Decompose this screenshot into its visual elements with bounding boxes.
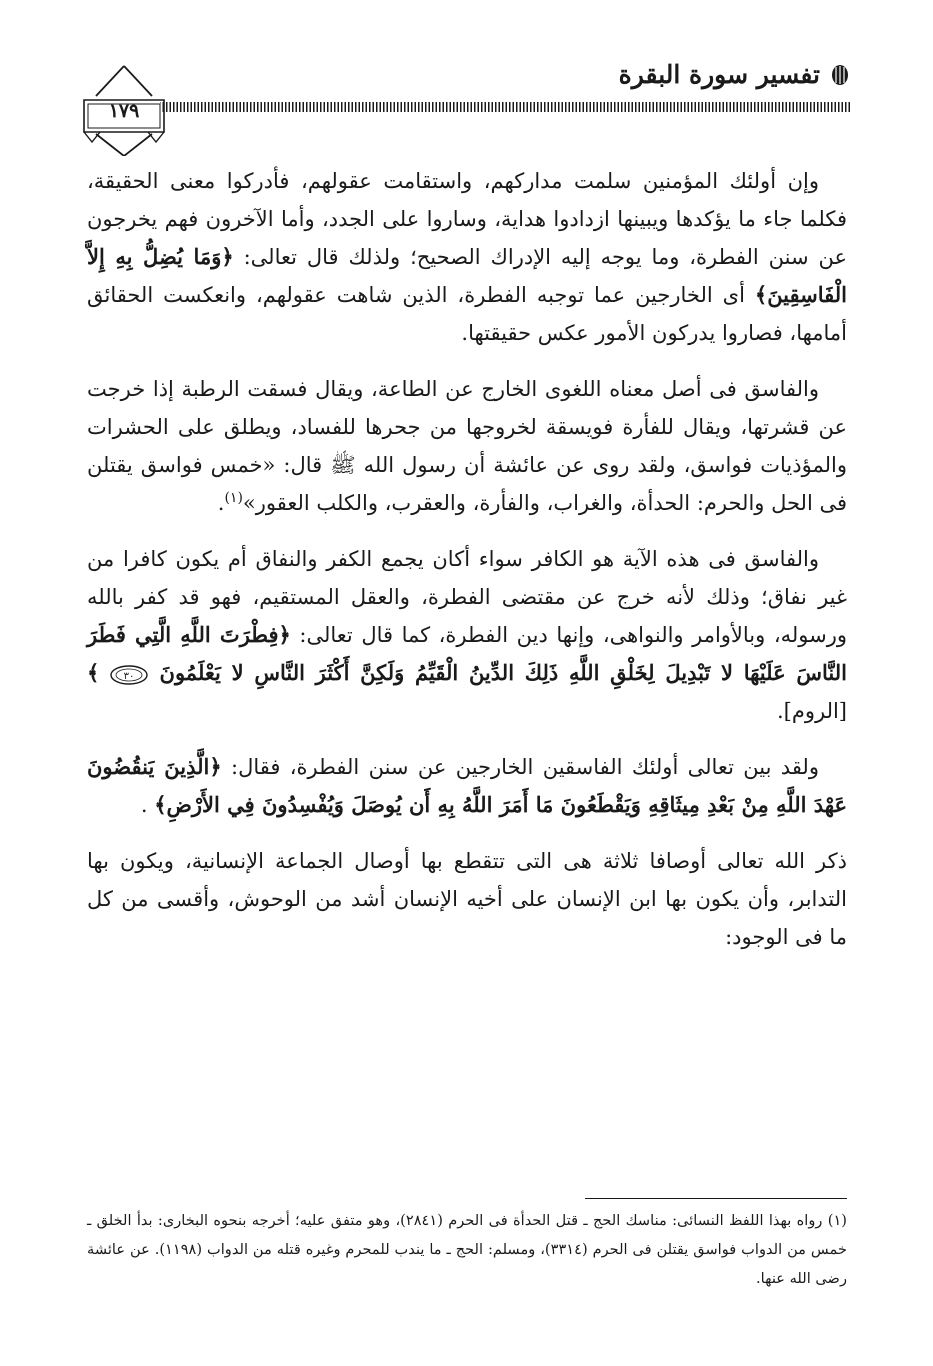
- paragraph-3: [87, 540, 847, 730]
- paragraph-5-text: ذكر الله تعالى أوصافا ثلاثة هى التى تتقطع بها أوصال الجماعة الإنسانية، ويكون بها التدابر، وأن يكون بها ابن الإنسان على أخيه الإنسان أشد من الوحوش، وأقسى من كل ما فى الوجود:: [87, 849, 847, 949]
- paragraph-3-text: والفاسق فى هذه الآية هو الكافر سواء أكان يجمع الكفر والنفاق أم يكون كافرا من غير نفاق؛ وذلك لأنه خرج عن مقتضى الفطرة، والعقل المستقيم، فهو قد كفر بالله ورسوله، وبالأوامر والنواهى، وإنها دين الفطرة، كما قال تعالى:: [87, 547, 847, 647]
- surah-reference: [الروم].: [776, 699, 847, 723]
- paragraph-1-text: وإن أولئك المؤمنين سلمت مداركهم، واستقامت عقولهم، فأدركوا معنى الحقيقة، فكلما جاء ما يؤكدها ويبينها ازدادوا هداية، وساروا على الجدد، وأما الآخرون فهم يخرجون عن سنن الفطرة، وما يوجه إليه الإدراك الصحيح؛ ولذلك قال تعالى:: [87, 169, 847, 269]
- quran-quote-1: ﴿وَمَا يُضِلُّ بِهِ إِلاَّ الْفَاسِقِينَ﴾: [87, 244, 847, 307]
- paragraph-4-text: ولقد بين تعالى أولئك الفاسقين الخارجين عن سنن الفطرة، فقال:: [231, 755, 819, 779]
- page-header: [80, 50, 850, 150]
- footnote-ref[interactable]: (١): [224, 490, 243, 506]
- paragraph-2-text: والفاسق فى أصل معناه اللغوى الخارج عن الطاعة، ويقال فسقت الرطبة إذا خرجت عن قشرتها، ويقال للفأرة فويسقة لخروجها من جحرها للفساد، ويطلق على الحشرات والمؤذيات فواسق، ولقد روى عن عائشة أن رسول الله ﷺ قال: «خمس فواسق يقتلن فى الحل والحرم: الحدأة، والغراب، والفأرة، والعقرب، والكلب العقور»: [87, 377, 847, 515]
- page-number: ١٧٩: [108, 100, 140, 122]
- paragraph-2: والفاسق فى أصل معناه اللغوى الخارج عن الطاعة، ويقال فسقت الرطبة إذا خرجت عن قشرتها، ويقال للفأرة فويسقة لخروجها من جحرها للفساد، ويطلق على الحشرات والمؤذيات فواسق، ولقد روى عن عائشة أن رسول الله ﷺ قال: «خمس فواسق يقتلن فى الحل والحرم: الحدأة، والغراب، والفأرة، والعقرب، والكلب العقور»$^{(١)}$.: [87, 377, 847, 515]
- ayah-marker-icon: [109, 664, 149, 686]
- footnotes: [87, 1206, 847, 1293]
- paragraph-5: [87, 842, 847, 956]
- main-text: [87, 162, 847, 956]
- quran-quote-2: ﴿فِطْرَتَ اللَّهِ الَّتِي فَطَرَ النَّاسَ عَلَيْهَا لا تَبْدِيلَ لِخَلْقِ اللَّهِ ذَلِكَ الدِّينُ الْقَيِّمُ وَلَكِنَّ أَكْثَرَ النَّاسِ لا يَعْلَمُونَ: [87, 622, 847, 685]
- quran-quote-3: ﴿الَّذِينَ يَنقُضُونَ عَهْدَ اللَّهِ مِنْ بَعْدِ مِيثَاقِهِ وَيَقْطَعُونَ مَا أَمَرَ اللَّهُ بِهِ أَن يُوصَلَ وَيُفْسِدُونَ فِي الأَرْضِ﴾: [87, 754, 847, 817]
- page-number-badge: [80, 60, 168, 156]
- header-rule: [160, 102, 850, 112]
- running-title: [619, 60, 850, 89]
- ayah-number: ٣٠: [124, 670, 135, 682]
- ornament-icon: [830, 63, 850, 87]
- paragraph-1-continuation: أى الخارجين عما توجبه الفطرة، الذين شاهت عقولهم، وانعكست الحقائق أمامها، فصاروا يدركون الأمور عكس حقيقتها.: [87, 283, 847, 345]
- footnote-separator: [585, 1198, 847, 1199]
- running-title-text: تفسير سورة البقرة: [618, 60, 820, 89]
- quran-close-bracket: ﴾: [87, 660, 100, 685]
- footnote-1: (١) رواه بهذا اللفظ النسائى: مناسك الحج ـ قتل الحدأة فى الحرم (٢٨٤١)، وهو متفق عليه؛ أخرجه بنحوه البخارى: بدأ الخلق ـ خمس من الدواب فواسق يقتلن فى الحرم (٣٣١٤)، ومسلم: الحج ـ ما يندب للمحرم وغيره قتله من الدواب (١١٩٨). عن عائشة رضى الله عنها.: [87, 1212, 847, 1287]
- paragraph-1: [87, 162, 847, 352]
- paragraph-4: ولقد بين تعالى أولئك الفاسقين الخارجين عن سنن الفطرة، فقال: ﴿الَّذِينَ يَنقُضُونَ عَهْدَ اللَّهِ مِنْ بَعْدِ مِيثَاقِهِ وَيَقْطَعُونَ مَا أَمَرَ اللَّهُ بِهِ أَن يُوصَلَ وَيُفْسِدُونَ فِي الأَرْضِ﴾ .: [87, 754, 847, 817]
